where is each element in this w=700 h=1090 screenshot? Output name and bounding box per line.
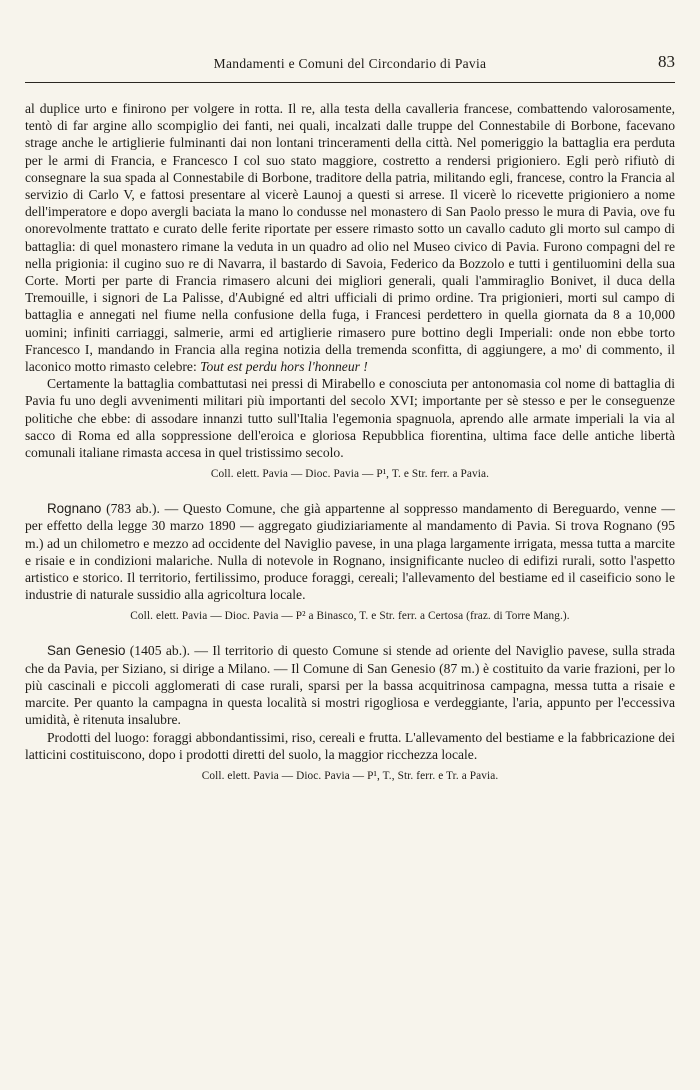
page-number: 83 — [658, 52, 675, 71]
page-body — [25, 100, 675, 802]
collegio-line-san-genesio: Coll. elett. Pavia — Dioc. Pavia — P¹, T., Str. ferr. e Tr. a Pavia. — [201, 769, 499, 782]
entry-san-genesio-products: Prodotti del luogo: foraggi abbondantissimi, riso, cereali e frutta. L'allevamento del bestiame e la fabbricazione dei latticini costituiscono, dopo i prodotti diretti del suolo, la maggior ricchezza locale. — [25, 729, 675, 762]
entry-text-rognano: (783 ab.). — Questo Comune, che già appartenne al soppresso mandamento di Bereguardo, venne — per effetto della legge 30 marzo 1890 — aggregato giudiziariamente al mandamento di Pavia. Si trova Rognano (95 m.) ad un chilometro e mezzo ad occidente del Naviglio pavese, in una plaga largamente irrigata, messa tutta a marcite e risaie e in condizioni malariche. Nulla di notevole in Rognano, insignificante nucleo di edifizi rurali, sotto l'aspetto artistico e storico. Il territorio, fertilissimo, produce foraggi, cereali; l'allevamento del bestiame ed il caseificio sono le industrie di naturale sussidio alla agricoltura locale. — [25, 501, 675, 603]
famous-quote: Tout est perdu hors l'honneur ! — [200, 359, 368, 375]
entry-rognano — [25, 500, 675, 603]
collegio-line-rognano: Coll. elett. Pavia — Dioc. Pavia — P² a Binasco, T. e Str. ferr. a Certosa (fraz. di Torre Mang.). — [130, 610, 570, 623]
entry-san-genesio — [25, 642, 675, 728]
paragraph-battle-importance: Certamente la battaglia combattutasi nei pressi di Mirabello e conosciuta per antonomasia col nome di battaglia di Pavia fu uno degli avvenimenti militari più importanti del secolo XVI; importante per sè stesso e per le conseguenze politiche che ebbe: di assodare innanzi tutto sull'Italia l'egemonia spagnuola, aprendo alle armate imperiali la via al sacco di Roma ed alla soppressione dell'eroica e gloriosa Repubblica fiorentina, ultima face delle antiche libertà comunali italiane rimasta accesa in quel tristissimo secolo. — [25, 376, 675, 461]
entry-name-rognano: Rognano — [47, 501, 102, 517]
paragraph-battle-continuation — [25, 100, 675, 375]
collegio-line-pavia: Coll. elett. Pavia — Dioc. Pavia — P¹, T. e Str. ferr. a Pavia. — [210, 468, 490, 481]
paragraph-text: al duplice urto e finirono per volgere in rotta. Il re, alla testa della cavalleria francese, combattendo valorosamente, tentò di far argine allo scompiglio dei fanti, nei quali, incalzati dalle truppe del Connestabile di Borbone, facevano strage anche le artiglierie fulminanti dai non lontani trinceramenti della città. Nel pomeriggio la battaglia era perduta per le armi di Francia, e Francesco I col suo stato maggiore, costretto a rendersi prigioniero. Egli però rifiutò di consegnare la sua spada al Connestabile di Borbone, traditore della patria, militando egli, francese, contro la Francia al servizio di Carlo V, e fattosi presentare al vicerè Launoj a questi si arrese. Il vicerè lo ricevette prigioniero a nome dell'imperatore e dopo avergli baciata la mano lo condusse nel monastero di San Paolo presso le mura di Pavia, ove fu onorevolmente trattato e curato delle ferite riportate per essere rimasto sotto un cavallo caduto gli morto sul campo di battaglia: di quel monastero rimane la veduta in un quadro ad olio nel Museo civico di Pavia. Furono compagni del re nella prigionia: il cugino suo re di Navarra, il bastardo di Savoia, Federico da Bozzolo e tutti i gentiluomini della sua Corte. Morti per parte di Francia rimasero alcuni dei migliori generali, quali l'ammiraglio Bonivet, il duca della Tremouille, i signori de La Palisse, d'Aubigné ed altri ufficiali di primo ordine. Tra prigionieri, morti sul campo di battaglia e annegati nel fiume nella confusione della fuga, i Francesi perdettero in quella giornata da 8 a 10,000 uomini; infiniti carriaggi, salmerie, armi ed artiglierie rimasero pure bottino degli Imperiali: onde non ebbe torto Francesco I, mandando in Francia alla regina notizia della tremenda sconfitta, di aggiungere, a mo' di commento, il laconico motto rimasto celebre: — [25, 101, 675, 375]
header-title: Mandamenti e Comuni del Circondario di Pavia — [213, 56, 487, 71]
entry-name-san-genesio: San Genesio — [47, 643, 126, 659]
running-header — [25, 50, 675, 83]
entry-text-san-genesio: (1405 ab.). — Il territorio di questo Comune si stende ad oriente del Naviglio pavese, sulla strada che da Pavia, per Siziano, si dirige a Milano. — Il Comune di San Genesio (87 m.) è costituito da varie frazioni, per lo più cascinali e piccoli agglomerati di case rurali, sparsi per la bassa acquitrinosa campagna, messa tutta a risaie e marcite. Per quanto la campagna in questa località si mostri rigogliosa e verdeggiante, l'aria, appunto per l'eccessiva umidità, è ritenuta insalubre. — [25, 643, 676, 728]
